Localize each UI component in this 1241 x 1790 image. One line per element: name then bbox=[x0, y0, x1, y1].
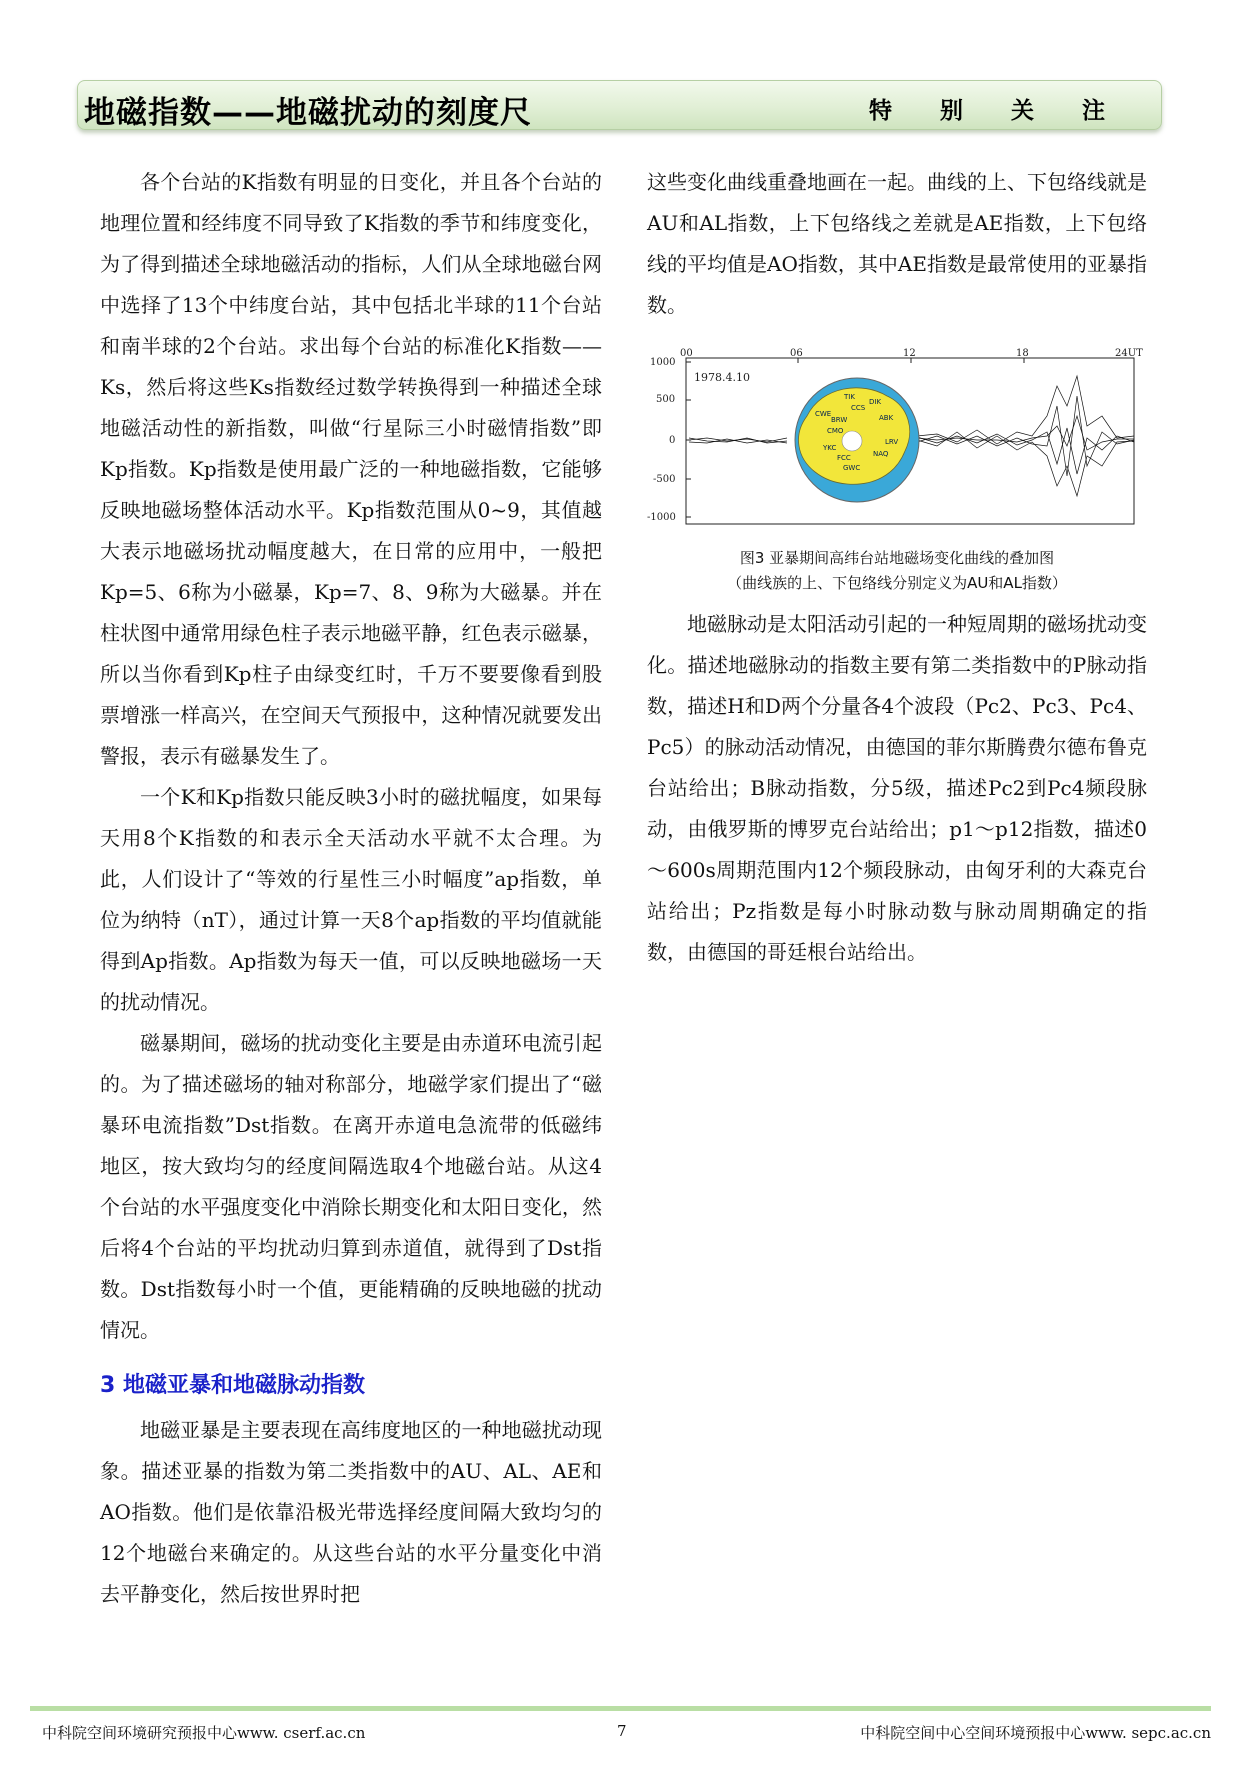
station-label: CWE bbox=[815, 410, 832, 418]
paragraph-pulsation: 地磁脉动是太阳活动引起的一种短周期的磁场扰动变化。描述地磁脉动的指数主要有第二类指数中的P脉动指数，描述H和D两个分量各4个波段（Pc2、Pc3、Pc4、Pc5）的脉动活动情况，由德国的菲尔斯腾费尔德布鲁克台站给出；B脉动指数，分5级，描述Pc2到Pc4频段脉动，由俄罗斯的博罗克台站给出；p1～p12指数，描述0～600s周期范围内12个频段脉动，由匈牙利的大森克台站给出；Pz指数是每小时脉动数与脉动周期确定的指数，由德国的哥廷根台站给出。 bbox=[647, 612, 1147, 964]
footer-left-link[interactable]: 中科院空间环境研究预报中心www. cserf.ac.cn bbox=[42, 1724, 366, 1742]
figure-caption-line2: （曲线族的上、下包络线分别定义为AU和AL指数） bbox=[727, 574, 1067, 592]
figure-substorm-curves bbox=[647, 346, 1147, 592]
y-tick-label: 1000 bbox=[650, 357, 676, 368]
station-label: DIK bbox=[869, 398, 882, 406]
station-label: FCC bbox=[837, 454, 851, 462]
top-tick-label: 06 bbox=[790, 348, 803, 359]
footer-right-link[interactable]: 中科院空间中心空间环境预报中心www. sepc.ac.cn bbox=[860, 1724, 1211, 1742]
y-tick-label: -500 bbox=[653, 474, 676, 485]
station-label: BRW bbox=[831, 416, 848, 424]
date-label: 1978.4.10 bbox=[694, 371, 750, 384]
paragraph-kp: 各个台站的K指数有明显的日变化，并且各个台站的地理位置和经纬度不同导致了K指数的季节和纬度变化，为了得到描述全球地磁活动的指标，人们从全球地磁台网中选择了13个中纬度台站，其中包括北半球的11个台站和南半球的2个台站。求出每个台站的标准化K指数——Ks，然后将这些Ks指数经过数学转换得到一种描述全球地磁活动性的新指数，叫做“行星际三小时磁情指数”即Kp指数。Kp指数是使用最广泛的一种地磁指数，它能够反映地磁场整体活动水平。Kp指数范围从0~9，其值越大表示地磁场扰动幅度越大，在日常的应用中，一般把Kp=5、6称为小磁暴，Kp=7、8、9称为大磁暴。并在柱状图中通常用绿色柱子表示地磁平静，红色表示磁暴，所以当你看到Kp柱子由绿变红时，千万不要要像看到股票增涨一样高兴，在空间天气预报中，这种情况就要发出警报，表示有磁暴发生了。 bbox=[100, 170, 602, 768]
top-tick-label: 12 bbox=[903, 348, 916, 359]
left-column bbox=[100, 162, 602, 1615]
figure-caption-line1: 图3 亚暴期间高纬台站地磁场变化曲线的叠加图 bbox=[739, 549, 1055, 567]
station-label: CMO bbox=[827, 427, 844, 435]
station-label: GWC bbox=[843, 464, 861, 472]
page-title: 地磁指数——地磁扰动的刻度尺 bbox=[84, 95, 532, 131]
y-tick-label: 500 bbox=[656, 394, 676, 405]
substorm-curves-figure bbox=[647, 346, 1147, 546]
y-tick-label: -1000 bbox=[647, 512, 676, 523]
top-tick-label: 00 bbox=[680, 348, 693, 359]
footer-divider bbox=[30, 1706, 1211, 1711]
paragraph-ae: 这些变化曲线重叠地画在一起。曲线的上、下包络线就是AU和AL指数，上下包络线之差就是AE指数，上下包络线的平均值是AO指数，其中AE指数是最常使用的亚暴指数。 bbox=[647, 170, 1147, 317]
paragraph-ap: 一个K和Kp指数只能反映3小时的磁扰幅度，如果每天用8个K指数的和表示全天活动水平就不太合理。为此，人们设计了“等效的行星性三小时幅度”ap指数，单位为纳特（nT），通过计算一天8个ap指数的平均值就能得到Ap指数。Ap指数为每天一值，可以反映地磁场一天的扰动情况。 bbox=[100, 785, 602, 1014]
paragraph-dst: 磁暴期间，磁场的扰动变化主要是由赤道环电流引起的。为了描述磁场的轴对称部分，地磁学家们提出了“磁暴环电流指数”Dst指数。在离开赤道电急流带的低磁纬地区，按大致均匀的经度间隔选取4个地磁台站。从这4个台站的水平强度变化中消除长期变化和太阳日变化，然后将4个台站的平均扰动归算到赤道值，就得到了Dst指数。Dst指数每小时一个值，更能精确的反映地磁的扰动情况。 bbox=[100, 1031, 602, 1342]
right-column bbox=[647, 162, 1147, 973]
station-label: YKC bbox=[823, 444, 837, 452]
top-tick-label: 24UT bbox=[1115, 348, 1143, 359]
station-label: NAQ bbox=[873, 450, 889, 458]
y-tick-label: 0 bbox=[669, 435, 676, 446]
station-label: CCS bbox=[851, 404, 866, 412]
page-number: 7 bbox=[617, 1722, 627, 1740]
top-tick-label: 18 bbox=[1016, 348, 1029, 359]
station-label: LRV bbox=[885, 438, 899, 446]
page-header bbox=[77, 80, 1162, 130]
station-label: TIK bbox=[844, 393, 855, 401]
polar-cap bbox=[842, 431, 862, 451]
section-label: 特 别 关 注 bbox=[868, 98, 1125, 124]
paragraph-substorm: 地磁亚暴是主要表现在高纬度地区的一种地磁扰动现象。描述亚暴的指数为第二类指数中的AU、AL、AE和AO指数。他们是依靠沿极光带选择经度间隔大致均匀的12个地磁台来确定的。从这些台站的水平分量变化中消去平静变化，然后按世界时把 bbox=[100, 1418, 602, 1606]
station-label: ABK bbox=[879, 414, 894, 422]
section-heading: 3 地磁亚暴和地磁脉动指数 bbox=[100, 1373, 365, 1398]
